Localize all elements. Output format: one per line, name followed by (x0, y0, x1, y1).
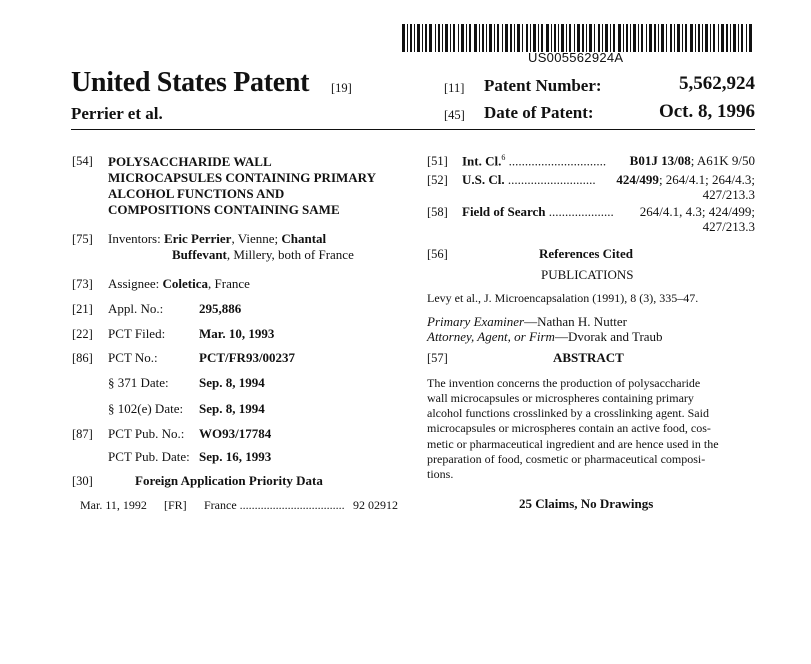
invention-title-line-2: MICROCAPSULES CONTAINING PRIMARY (108, 170, 376, 185)
reference-1: Levy et al., J. Microencapsalation (1991), 8 (3), 335–47. (427, 291, 699, 305)
patent-date: Oct. 8, 1996 (658, 101, 755, 122)
pub-date-value: Sep. 16, 1993 (199, 449, 272, 464)
abstract-line-6: preparation of food, cosmetic or pharmaceutical composi- (427, 452, 706, 466)
intcl-value (630, 153, 755, 169)
inventors-label: Inventors: (108, 231, 161, 246)
uscl-secondary: ; 264/4.1; 264/4.3; (658, 172, 755, 187)
s102-value: Sep. 8, 1994 (199, 401, 265, 416)
examiner-name: —Nathan H. Nutter (524, 314, 628, 329)
claims-summary: 25 Claims, No Drawings (519, 496, 654, 511)
pct-no-code: [86] (72, 351, 93, 365)
intcl-secondary: ; A61K 9/50 (690, 153, 755, 168)
inventor-2-location: , Millery, both of France (226, 247, 354, 262)
attorney-row (427, 329, 663, 345)
pub-no-code: [87] (72, 427, 93, 441)
inventors-short: Perrier et al. (71, 104, 163, 123)
date-label: Date of Patent: (484, 103, 594, 122)
invention-title-line-4: COMPOSITIONS CONTAINING SAME (108, 202, 340, 217)
uscl-code: [52] (427, 173, 448, 187)
pct-filed-value: Mar. 10, 1993 (199, 326, 275, 341)
inventor-2-last-name: Buffevant (172, 247, 227, 262)
inventors-code: [75] (72, 232, 93, 246)
abstract-code: [57] (427, 351, 448, 365)
title-section-code: [54] (72, 154, 93, 168)
fos-value-line-2: 427/213.3 (702, 219, 755, 234)
s371-label: § 371 Date: (108, 375, 169, 390)
fos-row (462, 204, 614, 220)
uscl-value (616, 172, 755, 188)
inventors-line-1 (108, 231, 326, 247)
fos-label: Field of Search (462, 204, 546, 219)
refs-title: References Cited (539, 246, 633, 261)
pct-no-label: PCT No.: (108, 350, 158, 365)
examiner-row (427, 314, 627, 330)
priority-code: [30] (72, 474, 93, 488)
appl-code: [21] (72, 302, 93, 316)
patent-number-code: [11] (444, 81, 465, 95)
abstract-line-2: wall microcapsules or microspheres containing primary (427, 391, 694, 405)
priority-number: 92 02912 (353, 498, 398, 512)
intcl-code: [51] (427, 154, 448, 168)
uscl-main: 424/499 (616, 172, 659, 187)
abstract-title: ABSTRACT (553, 350, 624, 365)
assignee-label: Assignee: (108, 276, 160, 291)
fos-code: [58] (427, 205, 448, 219)
priority-date: Mar. 11, 1992 (80, 498, 147, 512)
abstract-line-5: metic or pharmaceutical ingredient and are hence used in the (427, 437, 719, 451)
pct-no-value: PCT/FR93/00237 (199, 350, 296, 365)
inventor-1-location: , Vienne; (231, 231, 279, 246)
invention-title-line-3: ALCOHOL FUNCTIONS AND (108, 186, 285, 201)
publications-heading: PUBLICATIONS (541, 267, 634, 282)
inventors-line-2 (172, 247, 354, 263)
attorney-name: —Dvorak and Traub (554, 329, 663, 344)
patent-number-label: Patent Number: (484, 76, 602, 95)
inventor-2-first-name: Chantal (281, 231, 327, 246)
invention-title-line-1: POLYSACCHARIDE WALL (108, 154, 272, 169)
intcl-dots: .............................. (508, 153, 607, 169)
attorney-label: Attorney, Agent, or Firm (427, 329, 555, 344)
assignee-location: , France (208, 276, 250, 291)
abstract-line-1: The invention concerns the production of polysaccharide (427, 376, 701, 390)
examiner-label: Primary Examiner (427, 314, 525, 329)
appl-label: Appl. No.: (108, 301, 164, 316)
abstract-line-7: tions. (427, 467, 454, 481)
intcl-main: B01J 13/08 (629, 153, 691, 168)
barcode-text: US005562924A (528, 50, 624, 65)
s371-value: Sep. 8, 1994 (199, 375, 265, 390)
assignee-row (108, 276, 250, 292)
uscl-row (462, 172, 596, 188)
uscl-value-line-2: 427/213.3 (702, 187, 755, 202)
fos-dots: .................... (548, 204, 614, 219)
s102-label: § 102(e) Date: (108, 401, 184, 416)
priority-country: France ................................... (204, 498, 345, 512)
abstract-line-4: microcapsules or microspheres contain an active food, cos- (427, 421, 711, 435)
assignee-name: Coletica (162, 276, 209, 291)
refs-code: [56] (427, 247, 448, 261)
inventor-1-name: Eric Perrier (163, 231, 232, 246)
intcl-superscript: 6 (501, 153, 506, 162)
patent-number: 5,562,924 (679, 73, 755, 94)
pub-date-label: PCT Pub. Date: (108, 449, 190, 464)
abstract-line-3: alcohol functions crosslinked by a crosslinking agent. Said (427, 406, 709, 420)
uscl-label: U.S. Cl. (462, 172, 505, 187)
priority-title: Foreign Application Priority Data (135, 473, 323, 488)
intcl-label: Int. Cl. (462, 153, 502, 169)
assignee-code: [73] (72, 277, 93, 291)
uscl-dots: ........................... (507, 172, 596, 187)
pub-no-value: WO93/17784 (199, 426, 272, 441)
pub-no-label: PCT Pub. No.: (108, 426, 185, 441)
header-rule (71, 129, 755, 130)
patent-title: United States Patent (71, 67, 310, 98)
appl-value: 295,886 (199, 301, 242, 316)
date-code: [45] (444, 108, 465, 122)
pct-filed-label: PCT Filed: (108, 326, 166, 341)
intcl-row (462, 153, 606, 169)
pct-filed-code: [22] (72, 327, 93, 341)
barcode-image (402, 24, 754, 52)
fos-value: 264/4.1, 4.3; 424/499; (639, 204, 755, 219)
priority-country-code: [FR] (164, 498, 187, 512)
title-code: [19] (331, 81, 352, 95)
